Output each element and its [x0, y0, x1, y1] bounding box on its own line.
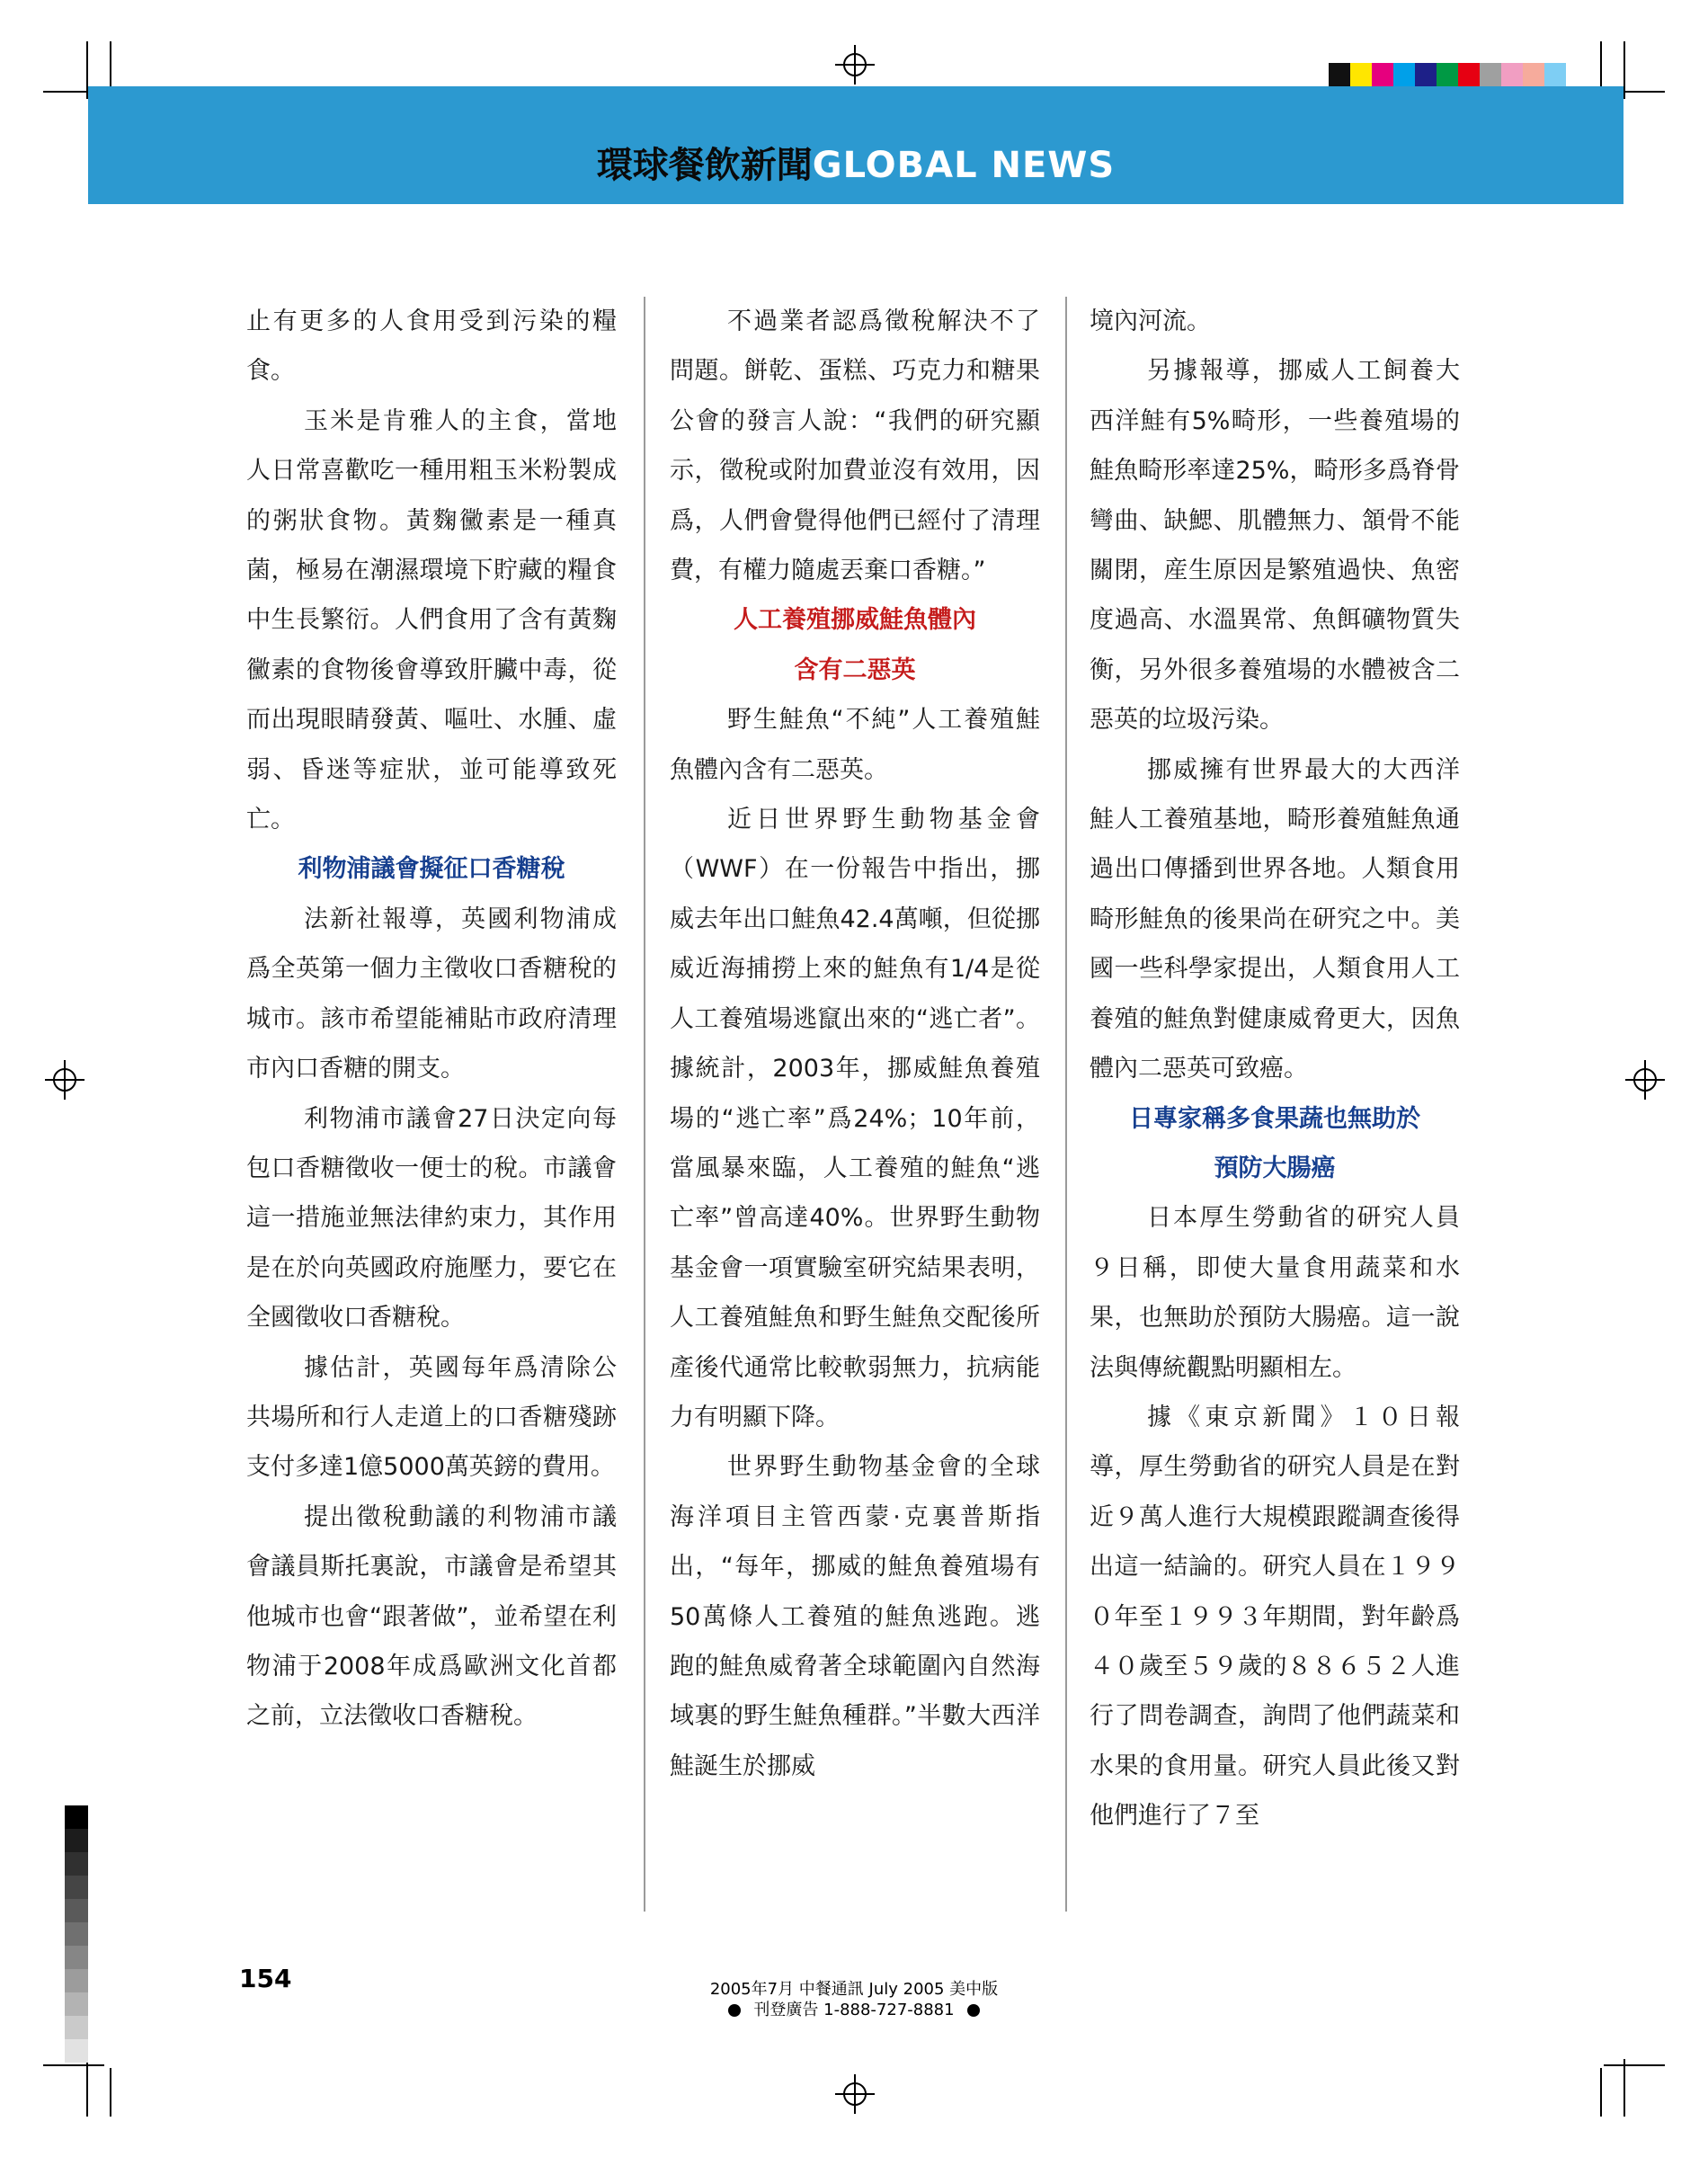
page-title [88, 144, 1623, 187]
page-number: 154 [239, 1964, 292, 1993]
header-banner [88, 86, 1623, 204]
title-english: GLOBAL NEWS [812, 145, 1116, 186]
article-headline: 人工養殖挪威鮭魚體內 [734, 606, 976, 635]
grey-swatch [65, 1876, 88, 1899]
title-chinese: 環球餐飲新聞 [596, 145, 813, 186]
printer-grey-strip [65, 1805, 88, 2063]
article-column-3 [1090, 297, 1460, 1841]
color-swatch [1350, 63, 1372, 87]
registration-mark-icon [1625, 1060, 1665, 1100]
color-swatch [1329, 63, 1350, 87]
article-column-2 [670, 297, 1040, 1791]
grey-swatch [65, 2016, 88, 2039]
grey-swatch [65, 2039, 88, 2063]
color-swatch [1415, 63, 1437, 87]
article-paragraph: 不過業者認爲徵稅解決不了問題。餅乾、蛋糕、巧克力和糖果公會的發言人說：“我們的研究顯示，徵稅或附加費並沒有效用，因爲，人們會覺得他們已經付了清理費，有權力隨處丟棄口香糖。” [670, 308, 1040, 585]
article-paragraph: 另據報導，挪威人工飼養大西洋鮭有5%畸形，一些養殖場的鮭魚畸形率達25%，畸形多爲脊骨彎曲、缺鰓、肌體無力、頷骨不能關閉，産生原因是繁殖過快、魚密度過高、水溫異常、魚餌礦物質失衡，另外很多養殖場的水體被含二惡英的垃圾污染。 [1090, 357, 1460, 735]
article-paragraph: 挪威擁有世界最大的大西洋鮭人工養殖基地，畸形養殖鮭魚通過出口傳播到世界各地。人類食用畸形鮭魚的後果尚在研究之中。美國一些科學家提出，人類食用人工養殖的鮭魚對健康威脅更大，因魚體內二惡英可致癌。 [1090, 755, 1460, 1083]
grey-swatch [65, 1805, 88, 1829]
grey-swatch [65, 1922, 88, 1946]
grey-swatch [65, 1852, 88, 1876]
color-swatch [1393, 63, 1415, 87]
color-swatch [1458, 63, 1480, 87]
article-column-1 [246, 297, 617, 1742]
article-headline: 日專家稱多食果蔬也無助於 [1129, 1104, 1420, 1133]
footer-publication-line: 2005年7月 中餐通訊 July 2005 美中版 [709, 1980, 999, 1999]
color-swatch [1523, 63, 1544, 87]
article-paragraph: 利物浦市議會27日決定向每包口香糖徵收一便士的稅。市議會這一措施並無法律約束力，其作用是在於向英國政府施壓力，要它在全國徵收口香糖稅。 [246, 1104, 617, 1333]
grey-swatch [65, 1946, 88, 1969]
color-swatch [1437, 63, 1458, 87]
article-paragraph: 玉米是肯雅人的主食，當地人日常喜歡吃一種用粗玉米粉製成的粥狀食物。黃麴黴素是一種真菌，極易在潮濕環境下貯藏的糧食中生長繁衍。人們食用了含有黃麴黴素的食物後會導致肝臟中毒，從而出現眼睛發黃、嘔吐、水腫、虛弱、昏迷等症狀，並可能導致死亡。 [246, 406, 617, 834]
article-paragraph: 據估計，英國每年爲清除公共場所和行人走道上的口香糖殘跡支付多達1億5000萬英鎊的費用。 [246, 1353, 617, 1482]
registration-mark-icon [45, 1060, 85, 1100]
article-paragraph: 法新社報導，英國利物浦成爲全英第一個力主徵收口香糖稅的城市。該市希望能補貼市政府清理市內口香糖的開支。 [246, 905, 617, 1083]
bullet-icon [728, 2004, 741, 2017]
article-paragraph: 野生鮭魚“不純”人工養殖鮭魚體內含有二惡英。 [670, 706, 1040, 784]
article-headline: 利物浦議會擬征口香糖稅 [298, 855, 565, 884]
footer-advertising-text: 刊登廣告 1-888-727-8881 [753, 2001, 955, 2019]
article-paragraph: 近日世界野生動物基金會（WWF）在一份報告中指出，挪威去年出口鮭魚42.4萬噸，但從挪威近海捕撈上來的鮭魚有1/4是從人工養殖場逃竄出來的“逃亡者”。據統計，2003年，挪威鮭魚養殖場的“逃亡率”爲24%；10年前，當風暴來臨，人工養殖的鮭魚“逃亡率”曾高達40%。世界野生動物基金會一項實驗室研究結果表明，人工養殖鮭魚和野生鮭魚交配後所產後代通常比較軟弱無力，抗病能力有明顯下降。 [670, 806, 1040, 1431]
registration-mark-icon [835, 2074, 875, 2114]
color-swatch [1544, 63, 1566, 87]
article-paragraph: 世界野生動物基金會的全球海洋項目主管西蒙·克裏普斯指出，“每年，挪威的鮭魚養殖場有50萬條人工養殖的鮭魚逃跑。逃跑的鮭魚威脅著全球範圍內自然海域裏的野生鮭魚種群。”半數大西洋鮭誕生於挪威 [670, 1453, 1040, 1780]
article-paragraph: 提出徵稅動議的利物浦市議會議員斯托裏說，市議會是希望其他城市也會“跟著做”，並希望在利物浦于2008年成爲歐洲文化首都之前，立法徵收口香糖稅。 [246, 1502, 617, 1731]
registration-mark-icon [835, 45, 875, 85]
page-footer [584, 1979, 1124, 2020]
printer-color-strip [1329, 63, 1566, 87]
color-swatch [1501, 63, 1523, 87]
grey-swatch [65, 1829, 88, 1852]
article-headline: 含有二惡英 [794, 655, 916, 684]
grey-swatch [65, 1969, 88, 1992]
grey-swatch [65, 1992, 88, 2016]
article-paragraph: 境內河流。 [1090, 308, 1211, 335]
article-paragraph: 止有更多的人食用受到污染的糧食。 [246, 308, 617, 386]
footer-advertising-line [584, 2000, 1124, 2020]
color-swatch [1372, 63, 1393, 87]
column-divider [1065, 297, 1067, 1912]
color-swatch [1480, 63, 1501, 87]
bullet-icon [967, 2004, 980, 2017]
article-paragraph: 日本厚生勞動省的研究人員９日稱，即使大量食用蔬菜和水果，也無助於預防大腸癌。這一說法與傳統觀點明顯相左。 [1090, 1204, 1460, 1382]
article-headline: 預防大腸癌 [1214, 1154, 1336, 1182]
column-divider [644, 297, 645, 1912]
grey-swatch [65, 1899, 88, 1922]
article-paragraph: 據《東京新聞》１０日報導，厚生勞動省的研究人員是在對近９萬人進行大規模跟蹤調查後得出這一結論的。研究人員在１９９０年至１９９３年期間，對年齡爲４０歲至５９歲的８８６５２人進行了問卷調查，詢問了他們蔬菜和水果的食用量。研究人員此後又對他們進行了７至 [1090, 1403, 1460, 1831]
